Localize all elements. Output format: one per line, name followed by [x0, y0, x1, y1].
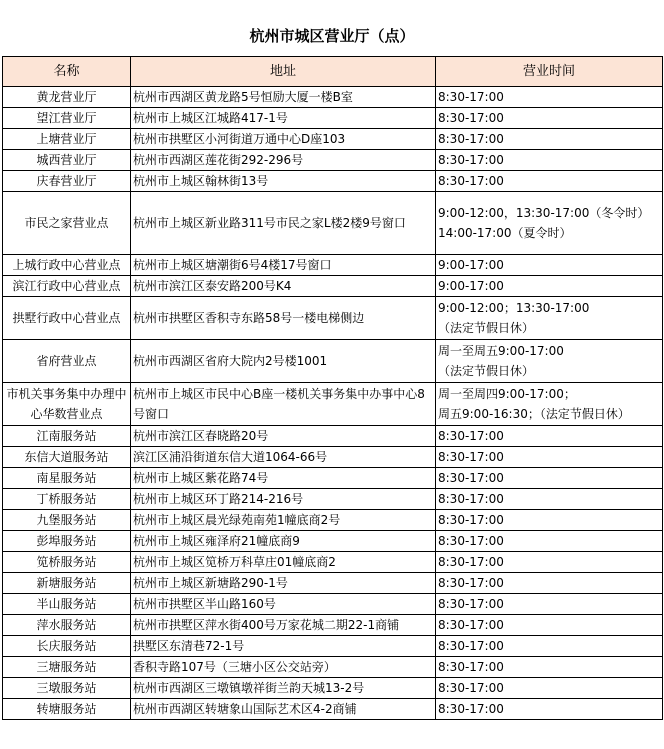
hours-line: 8:30-17:00 — [438, 534, 504, 548]
row-hours — [436, 276, 663, 297]
row-name: 望江营业厅 — [3, 108, 131, 129]
row-name: 新塘服务站 — [3, 573, 131, 594]
hours-line: 14:00-17:00（夏令时） — [438, 226, 572, 240]
row-address: 杭州市上城区塘潮街6号4楼17号窗口 — [131, 255, 436, 276]
row-name: 半山服务站 — [3, 594, 131, 615]
row-name: 笕桥服务站 — [3, 552, 131, 573]
row-name: 彭埠服务站 — [3, 531, 131, 552]
hours-line: 8:30-17:00 — [438, 174, 504, 188]
row-hours — [436, 594, 663, 615]
table-row — [3, 447, 663, 468]
hours-line: 周一至周四9:00-17:00； — [438, 387, 576, 401]
row-hours — [436, 531, 663, 552]
page-title: 杭州市城区营业厅（点） — [249, 27, 415, 45]
row-name: 转塘服务站 — [3, 699, 131, 720]
table-row — [3, 426, 663, 447]
row-name: 丁桥服务站 — [3, 489, 131, 510]
hours-line: 8:30-17:00 — [438, 702, 504, 716]
hours-line: （法定节假日休） — [438, 364, 535, 378]
row-address: 杭州市拱墅区半山路160号 — [131, 594, 436, 615]
row-address: 杭州市西湖区省府大院内2号楼1001 — [131, 340, 436, 383]
row-address: 杭州市上城区新业路311号市民之家L楼2楼9号窗口 — [131, 192, 436, 255]
row-address: 杭州市拱墅区小河街道万通中心D座103 — [131, 129, 436, 150]
table-row — [3, 383, 663, 426]
row-name: 东信大道服务站 — [3, 447, 131, 468]
row-hours — [436, 255, 663, 276]
row-address: 杭州市西湖区转塘象山国际艺术区4-2商铺 — [131, 699, 436, 720]
table-row — [3, 594, 663, 615]
row-name: 市民之家营业点 — [3, 192, 131, 255]
row-name: 江南服务站 — [3, 426, 131, 447]
table-row — [3, 678, 663, 699]
hours-line: 8:30-17:00 — [438, 429, 504, 443]
table-row — [3, 87, 663, 108]
row-name: 南星服务站 — [3, 468, 131, 489]
hours-line: 周五9:00-16:30；（法定节假日休） — [438, 407, 630, 421]
table-row — [3, 276, 663, 297]
table-row — [3, 297, 663, 340]
row-address: 拱墅区东清巷72-1号 — [131, 636, 436, 657]
row-hours — [436, 699, 663, 720]
row-name: 上塘营业厅 — [3, 129, 131, 150]
table-row — [3, 489, 663, 510]
table-row — [3, 192, 663, 255]
row-hours — [436, 340, 663, 383]
row-hours — [436, 678, 663, 699]
row-hours — [436, 447, 663, 468]
table-row — [3, 531, 663, 552]
row-address: 杭州市上城区环丁路214-216号 — [131, 489, 436, 510]
hours-line: 8:30-17:00 — [438, 555, 504, 569]
hours-line: 8:30-17:00 — [438, 471, 504, 485]
row-name: 省府营业点 — [3, 340, 131, 383]
row-address: 杭州市拱墅区香积寺东路58号一楼电梯侧边 — [131, 297, 436, 340]
hours-line: 8:30-17:00 — [438, 660, 504, 674]
table-row — [3, 255, 663, 276]
row-name: 拱墅行政中心营业点 — [3, 297, 131, 340]
row-address: 杭州市上城区市民中心B座一楼机关事务集中办事中心8号窗口 — [131, 383, 436, 426]
row-name: 黄龙营业厅 — [3, 87, 131, 108]
row-name: 九堡服务站 — [3, 510, 131, 531]
row-address: 杭州市西湖区莲花街292-296号 — [131, 150, 436, 171]
row-hours — [436, 383, 663, 426]
table-row — [3, 699, 663, 720]
hours-line: 8:30-17:00 — [438, 90, 504, 104]
row-hours — [436, 615, 663, 636]
row-name: 三墩服务站 — [3, 678, 131, 699]
row-hours — [436, 297, 663, 340]
hours-line: （法定节假日休） — [438, 321, 535, 335]
row-hours — [436, 171, 663, 192]
row-hours — [436, 552, 663, 573]
table-row — [3, 150, 663, 171]
row-hours — [436, 150, 663, 171]
row-hours — [436, 192, 663, 255]
row-name: 长庆服务站 — [3, 636, 131, 657]
row-hours — [436, 510, 663, 531]
hours-line: 8:30-17:00 — [438, 450, 504, 464]
hours-line: 8:30-17:00 — [438, 681, 504, 695]
hours-line: 8:30-17:00 — [438, 153, 504, 167]
row-hours — [436, 87, 663, 108]
table-row — [3, 636, 663, 657]
row-hours — [436, 129, 663, 150]
table-row — [3, 615, 663, 636]
row-name: 市机关事务集中办理中心华数营业点 — [3, 383, 131, 426]
hours-line: 8:30-17:00 — [438, 618, 504, 632]
hours-line: 9:00-17:00 — [438, 279, 504, 293]
row-address: 杭州市上城区雍泽府21幢底商9 — [131, 531, 436, 552]
row-address: 杭州市上城区江城路417-1号 — [131, 108, 436, 129]
row-address: 杭州市西湖区黄龙路5号恒励大厦一楼B室 — [131, 87, 436, 108]
header-address: 地址 — [131, 57, 436, 87]
row-name: 萍水服务站 — [3, 615, 131, 636]
header-name: 名称 — [3, 57, 131, 87]
row-hours — [436, 636, 663, 657]
table-row — [3, 108, 663, 129]
table-row — [3, 552, 663, 573]
row-address: 杭州市上城区笕桥万科草庄01幢底商2 — [131, 552, 436, 573]
row-address: 滨江区浦沿街道东信大道1064-66号 — [131, 447, 436, 468]
hours-line: 9:00-17:00 — [438, 258, 504, 272]
hours-line: 周一至周五9:00-17:00 — [438, 344, 564, 358]
row-hours — [436, 489, 663, 510]
hours-line: 8:30-17:00 — [438, 513, 504, 527]
row-address: 杭州市上城区新塘路290-1号 — [131, 573, 436, 594]
service-hall-table — [2, 56, 663, 720]
row-name: 三塘服务站 — [3, 657, 131, 678]
hours-line: 8:30-17:00 — [438, 111, 504, 125]
table-header-row — [3, 57, 663, 87]
table-row — [3, 171, 663, 192]
row-hours — [436, 468, 663, 489]
row-name: 庆春营业厅 — [3, 171, 131, 192]
row-name: 滨江行政中心营业点 — [3, 276, 131, 297]
row-name: 上城行政中心营业点 — [3, 255, 131, 276]
hours-line: 9:00-12:00，13:30-17:00（冬令时） — [438, 206, 650, 220]
hours-line: 8:30-17:00 — [438, 639, 504, 653]
hours-line: 8:30-17:00 — [438, 576, 504, 590]
table-row — [3, 340, 663, 383]
row-address: 杭州市西湖区三墩镇墩祥街兰韵天城13-2号 — [131, 678, 436, 699]
table-row — [3, 129, 663, 150]
row-address: 杭州市上城区紫花路74号 — [131, 468, 436, 489]
row-hours — [436, 108, 663, 129]
header-hours: 营业时间 — [436, 57, 663, 87]
row-hours — [436, 573, 663, 594]
hours-line: 8:30-17:00 — [438, 597, 504, 611]
row-address: 香积寺路107号（三塘小区公交站旁） — [131, 657, 436, 678]
hours-line: 9:00-12:00；13:30-17:00 — [438, 301, 590, 315]
row-address: 杭州市上城区翰林街13号 — [131, 171, 436, 192]
table-row — [3, 573, 663, 594]
table-row — [3, 468, 663, 489]
row-address: 杭州市上城区晨光绿苑南苑1幢底商2号 — [131, 510, 436, 531]
row-name: 城西营业厅 — [3, 150, 131, 171]
row-hours — [436, 426, 663, 447]
row-address: 杭州市滨江区泰安路200号K4 — [131, 276, 436, 297]
hours-line: 8:30-17:00 — [438, 492, 504, 506]
table-row — [3, 657, 663, 678]
row-address: 杭州市滨江区春晓路20号 — [131, 426, 436, 447]
hours-line: 8:30-17:00 — [438, 132, 504, 146]
table-row — [3, 510, 663, 531]
row-hours — [436, 657, 663, 678]
row-address: 杭州市拱墅区萍水街400号万家花城二期22-1商铺 — [131, 615, 436, 636]
